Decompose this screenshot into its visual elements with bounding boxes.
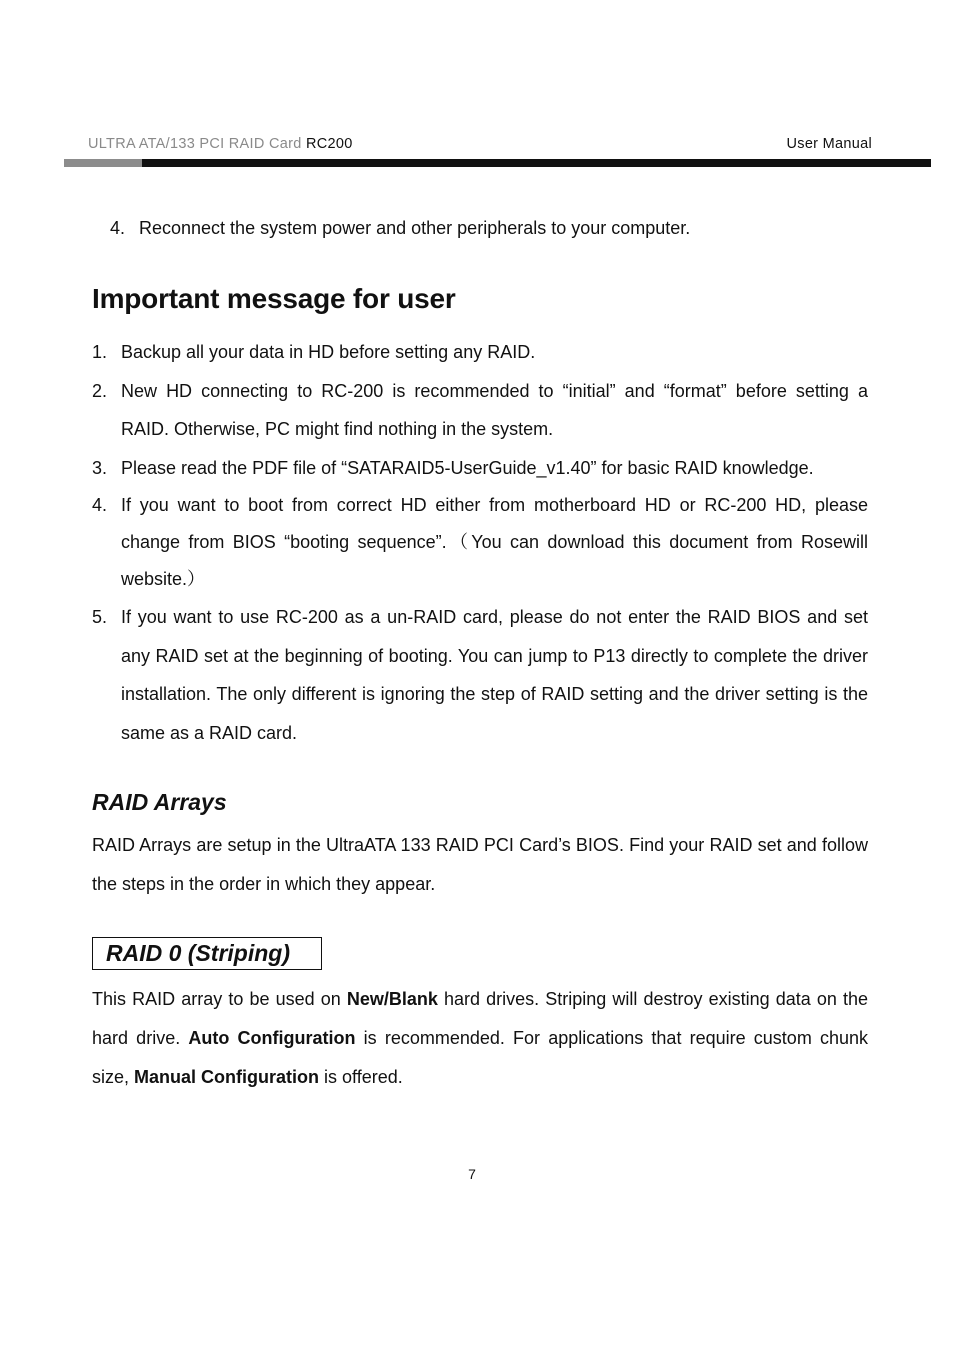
raid0-text: is offered. bbox=[319, 1067, 403, 1087]
raid0-bold-term: Auto Configuration bbox=[188, 1028, 356, 1048]
list-number: 1. bbox=[92, 342, 108, 362]
list-text: Backup all your data in HD before setting any RAID. bbox=[121, 342, 536, 362]
section-title-important: Important message for user bbox=[92, 283, 456, 314]
raid0-paragraph bbox=[92, 980, 868, 1097]
section-title-raid-arrays: RAID Arrays bbox=[92, 789, 227, 815]
header-product bbox=[88, 136, 353, 152]
step-number: 4. bbox=[110, 218, 126, 238]
raid0-heading-box bbox=[92, 937, 322, 970]
page-number: 7 bbox=[468, 1166, 476, 1182]
step-text: Reconnect the system power and other peripherals to your computer. bbox=[139, 218, 691, 238]
step-item bbox=[110, 218, 690, 239]
list-item bbox=[92, 598, 868, 752]
raid0-text: This RAID array to be used on bbox=[92, 989, 347, 1009]
list-number: 5. bbox=[92, 607, 108, 627]
list-number: 4. bbox=[92, 495, 108, 515]
raid0-text: hard drives. Striping will destroy existing data on the hard drive. bbox=[92, 989, 868, 1048]
raid0-heading: RAID 0 (Striping) bbox=[106, 940, 290, 966]
header-rule bbox=[142, 159, 931, 167]
raid0-bold-term: New/Blank bbox=[346, 989, 438, 1009]
header-product-name: ULTRA ATA/133 PCI RAID Card bbox=[88, 136, 302, 152]
list-item bbox=[92, 487, 868, 598]
list-item bbox=[92, 333, 868, 372]
list-number: 3. bbox=[92, 457, 108, 478]
header-rule-accent bbox=[64, 159, 142, 167]
list-text: New HD connecting to RC-200 is recommended to “initial” and “format” before setting a RAID. Otherwise, PC might find nothing in the system. bbox=[121, 380, 868, 439]
raid0-text: is recommended. For applications that require custom chunk size, bbox=[92, 1028, 869, 1087]
header-manual-label: User Manual bbox=[786, 136, 872, 152]
list-text: If you want to use RC-200 as a un-RAID card, please do not enter the RAID BIOS and set any RAID set at the beginning of booting. You can jump to P13 directly to complete the driver installation. The only different is ignoring the step of RAID setting and the driver setting is the same as a RAID card. bbox=[121, 607, 868, 743]
important-list bbox=[92, 333, 868, 752]
list-text: Please read the PDF file of “SATARAID5-UserGuide_v1.40” for basic RAID knowledge. bbox=[121, 457, 814, 478]
list-text: If you want to boot from correct HD either from motherboard HD or RC-200 HD, please change from BIOS “booting sequence”.（You can download this document from Rosewill website.） bbox=[121, 495, 868, 589]
list-number: 2. bbox=[92, 380, 108, 401]
raid0-bold-term: Manual Configuration bbox=[134, 1067, 319, 1087]
list-item bbox=[92, 372, 868, 449]
header-model: RC200 bbox=[305, 136, 353, 152]
raid-arrays-paragraph: RAID Arrays are setup in the UltraATA 133 RAID PCI Card’s BIOS. Find your RAID set and follow the steps in the order in which they appear. bbox=[92, 835, 868, 894]
list-item bbox=[92, 449, 868, 488]
